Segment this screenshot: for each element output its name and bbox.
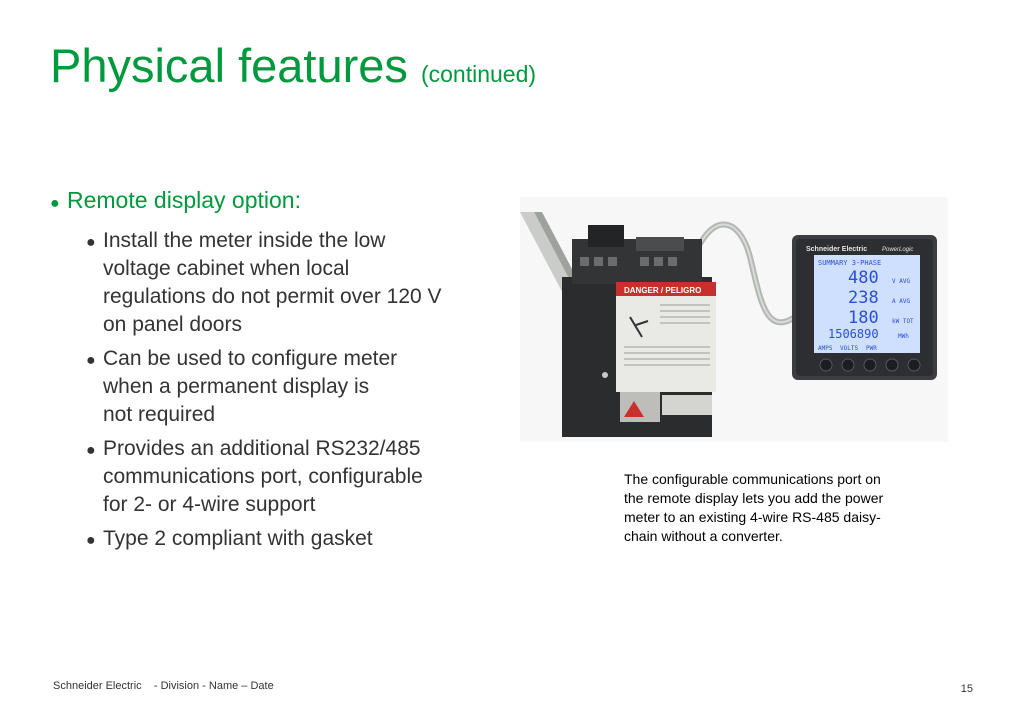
lcd-softkey: AMPS [818, 345, 833, 352]
lcd-value: 238 [848, 288, 879, 308]
product-photo [520, 197, 948, 442]
lcd-unit: MWh [898, 333, 909, 340]
bullet-heading-text: Remote display option: [67, 187, 301, 213]
sub-bullet-text: Install the meter inside the low voltage cabinet when local regulations do not permit over 120 V on panel doors [103, 229, 442, 336]
lcd-softkey: VOLTS [840, 345, 859, 352]
sub-bullet-text: Provides an additional RS232/485 communications port, configurable for 2- or 4-wire support [103, 437, 423, 516]
sub-bullet-list [86, 227, 500, 555]
title-suffix: (continued) [420, 61, 537, 87]
footer-text: Schneider Electric - Division - Name – Date [53, 680, 274, 692]
meter-warning-label: DANGER / PELIGRO [624, 286, 702, 295]
sub-bullet-item [86, 227, 500, 339]
sub-bullet-text: Type 2 compliant with gasket [103, 527, 373, 550]
lcd-unit: kW TOT [892, 318, 914, 325]
title-main: Physical features [50, 39, 408, 92]
remote-display [792, 235, 937, 380]
lcd-header: SUMMARY 3-PHASE [818, 259, 882, 267]
sub-bullet-text: Can be used to configure meter when a permanent display is not required [103, 347, 398, 426]
display-model: PowerLogic [882, 247, 914, 253]
bullet-dot-icon: ● [86, 234, 96, 251]
page-number: 15 [960, 683, 973, 695]
bullet-dot-icon: ● [86, 442, 96, 459]
display-button-icon [842, 359, 854, 371]
image-caption: The configurable communications port on the remote display lets you add the power meter to an existing 4-wire RS-485 daisy- chain without a converter. [624, 471, 884, 544]
bullet-dot-icon: ● [86, 532, 96, 549]
display-button-icon [820, 359, 832, 371]
bullet-dot-icon: ● [50, 195, 60, 212]
bullet-dot-icon: ● [86, 352, 96, 369]
lcd-value: 1506890 [828, 327, 879, 341]
lcd-value: 180 [848, 308, 879, 328]
display-brand: Schneider Electric [806, 246, 868, 253]
lcd-unit: V AVG [892, 278, 911, 285]
slide-title [50, 39, 537, 92]
sub-bullet-item [86, 435, 500, 519]
lcd-softkey: PWR [866, 345, 877, 352]
display-button-icon [864, 359, 876, 371]
lcd-value: 480 [848, 268, 879, 288]
display-button-icon [908, 359, 920, 371]
sub-bullet-item [86, 525, 500, 555]
power-meter-module [562, 225, 716, 437]
product-illustration [520, 197, 948, 442]
sub-bullet-item [86, 345, 500, 429]
display-button-icon [886, 359, 898, 371]
bullet-list [50, 186, 500, 561]
lcd-unit: A AVG [892, 298, 911, 305]
bullet-heading [50, 186, 500, 218]
